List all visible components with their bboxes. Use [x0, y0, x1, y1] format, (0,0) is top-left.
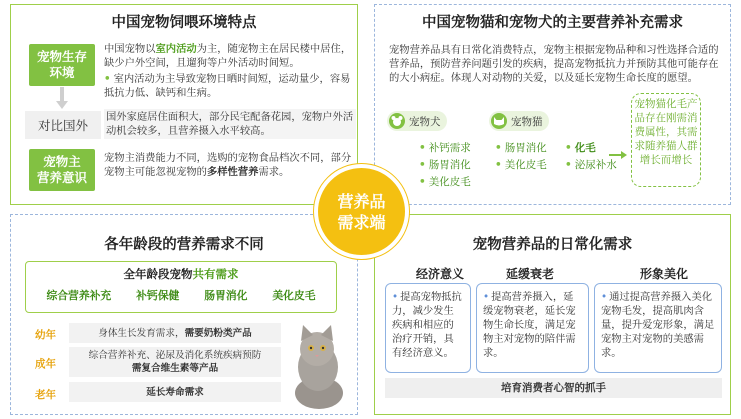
- list-item: • 美化皮毛: [419, 176, 471, 188]
- age-label-adult: 成年: [35, 358, 56, 370]
- panel-feeding-environment: [10, 4, 358, 205]
- age-label-senior: 老年: [35, 389, 56, 401]
- list-item: • 补钙需求: [419, 142, 471, 154]
- cat-note: 宠物猫化毛产品存在刚需消费属性，其需求随养猫人群增长而增长: [631, 93, 701, 187]
- column-head-image: 形象美化: [639, 267, 688, 281]
- column-head-economic: 经济意义: [415, 267, 464, 281]
- compare-text: 国外家庭居住面积大，部分民宅配备花园，宠物户外活动机会较多，且营养摄入水平较高。: [104, 109, 356, 139]
- cat-label: 宠物猫: [511, 115, 543, 128]
- cat-tag: [489, 111, 549, 131]
- dog-tag: [387, 111, 447, 131]
- cat-photo: [283, 315, 353, 411]
- stage-senior: [69, 382, 281, 402]
- cat-needs-list: [495, 140, 547, 174]
- footer-bar: 培育消费者心智的抓手: [385, 378, 722, 398]
- dog-icon: [389, 113, 405, 129]
- list-item: • 泌尿补水: [565, 159, 617, 171]
- all-age-heading: 全年龄段宠物共有需求: [123, 267, 239, 281]
- panel-title: 各年龄段的营养需求不同: [104, 237, 264, 253]
- list-item: 补钙保健: [136, 289, 180, 302]
- arrow-right-icon: [609, 145, 627, 155]
- panel-age-needs: [10, 214, 358, 415]
- list-item: • 美化皮毛: [495, 159, 547, 171]
- owner-box: [29, 149, 95, 191]
- column-image: • 通过提高营养摄入美化宠物毛发，提高肌肉含量，提升爱宠形象，满足宠物主对宠物的美感需求。: [594, 283, 722, 373]
- owner-text: 宠物主消费能力不同，选购的宠物食品档次不同，部分宠物主可能忽视宠物的多样性营养需求。: [104, 152, 352, 178]
- dog-label: 宠物犬: [409, 115, 441, 128]
- env-text: 中国宠物以室内活动为主，随宠物主在居民楼中居住，缺少户外空间，且遛狗等户外活动时间短。: [104, 43, 352, 69]
- all-age-items: [34, 288, 328, 303]
- intro-text: 宠物营养品具有日常化消费特点，宠物主根据宠物品种和习性选择合适的营养品，预防营养问题引发的疾病，提高宠物抵抗力并预防其他可能存在的大小病症。体现人对动物的关爱，以及延长宠物生命长度的愿望。: [389, 44, 719, 84]
- list-item: • 化毛: [565, 142, 596, 154]
- column-head-aging: 延缓衰老: [505, 267, 554, 281]
- compare-box: 对比国外: [25, 111, 101, 139]
- owner-box-line1: 宠物主: [43, 154, 81, 169]
- panel-title: 中国宠物猫和宠物犬的主要营养补充需求: [422, 15, 683, 31]
- panel-daily-needs: [374, 214, 731, 415]
- column-economic: • 提高宠物抵抗力，减少发生疾病和相应的治疗开销，具有经济意义。: [385, 283, 471, 373]
- panel-title: 宠物营养品的日常化需求: [472, 237, 633, 253]
- stage-adult-line1: 综合营养补充、泌尿及消化系统疾病预防: [88, 350, 262, 361]
- stage-adult-line2: 需复合维生素等产品: [131, 363, 219, 374]
- env-bullet: • 室内活动为主导致宠物日晒时间短，运动量少，容易抵抗力低、缺钙和生病。: [104, 73, 351, 99]
- stage-young: 身体生长发育需求，需要奶粉类产品: [69, 323, 281, 343]
- list-item: 肠胃消化: [204, 289, 248, 302]
- list-item: 综合营养补充: [46, 289, 112, 302]
- list-item: • 肠胃消化: [495, 142, 547, 154]
- env-box-line1: 宠物生存: [36, 49, 87, 64]
- column-aging: • 提高营养摄入，延缓宠物衰老，延长宠物生命长度，满足宠物主对宠物的陪伴需求。: [476, 283, 589, 373]
- env-box-line2: 环境: [49, 65, 75, 80]
- dog-needs-list: [419, 140, 471, 191]
- list-item: 美化皮毛: [272, 289, 316, 302]
- down-arrow-icon: [56, 87, 68, 109]
- panel-nutrition-needs: [374, 4, 731, 205]
- center-line1: 营养品: [337, 191, 386, 211]
- all-age-box: [25, 261, 337, 313]
- stage-senior-line: 延长寿命需求: [146, 386, 204, 398]
- owner-box-line2: 营养意识: [36, 170, 87, 185]
- cat-icon: [491, 113, 507, 129]
- env-box: [29, 44, 95, 86]
- age-label-young: 幼年: [35, 329, 56, 341]
- list-item: • 肠胃消化: [419, 159, 471, 171]
- panel-title: 中国宠物饲喂环境特点: [111, 15, 257, 31]
- center-line2: 需求端: [337, 212, 386, 232]
- stage-adult: [69, 347, 281, 377]
- center-hub: [314, 164, 409, 259]
